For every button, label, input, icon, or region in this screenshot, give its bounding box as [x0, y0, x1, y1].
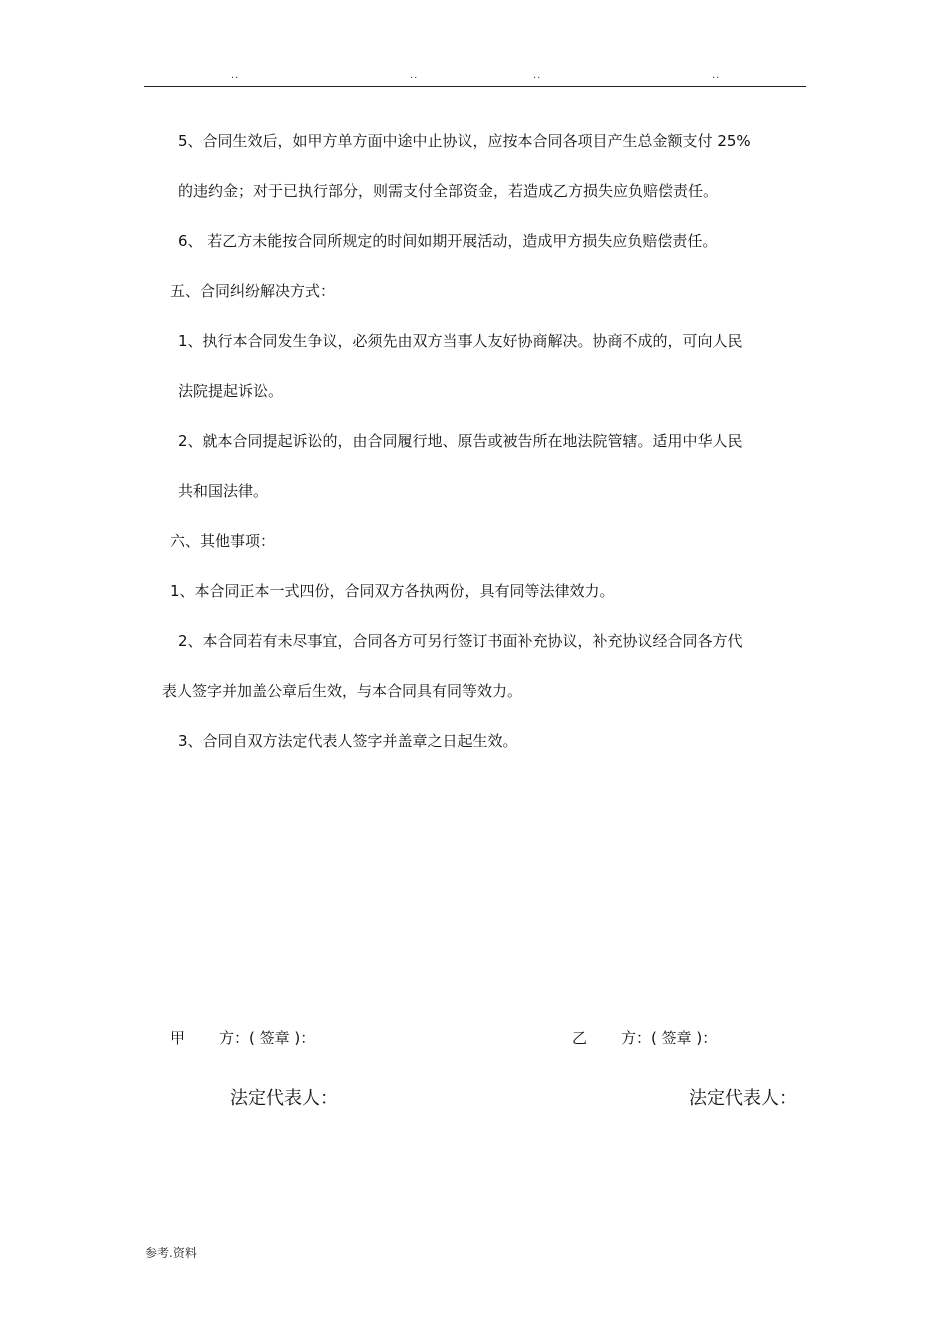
clause-6-1: 1、本合同正本一式四份，合同双方各执两份，具有同等法律效力。 [170, 582, 615, 600]
clause-5-2-line-1: 2、就本合同提起诉讼的，由合同履行地、原告或被告所在地法院管辖。适用中华人民 [178, 432, 743, 450]
header-mark: .. [410, 70, 419, 81]
clause-4-6: 6、 若乙方未能按合同所规定的时间如期开展活动，造成甲方损失应负赔偿责任。 [178, 232, 718, 250]
clause-4-5-line-2: 的违约金；对于已执行部分，则需支付全部资金，若造成乙方损失应负赔偿责任。 [178, 182, 719, 200]
party-b-seal-label: 方：( 签章 )： [621, 1029, 718, 1047]
section-6-heading: 六、其他事项： [170, 532, 276, 550]
party-b-label: 乙 [572, 1029, 588, 1047]
clause-5-1-line-2: 法院提起诉讼。 [178, 382, 284, 400]
party-b-representative: 法定代表人： [689, 1088, 797, 1109]
header-mark: .. [712, 70, 721, 81]
footer-note: 参考.资料 [145, 1246, 197, 1260]
clause-6-2-line-2: 表人签字并加盖公章后生效，与本合同具有同等效力。 [162, 682, 523, 700]
clause-5-2-line-2: 共和国法律。 [178, 482, 269, 500]
section-5-heading: 五、合同纠纷解决方式： [170, 282, 336, 300]
clause-4-5-line-1: 5、合同生效后，如甲方单方面中途中止协议，应按本合同各项目产生总金额支付 25% [178, 132, 751, 150]
clause-6-2-line-1: 2、本合同若有未尽事宜，合同各方可另行签订书面补充协议，补充协议经合同各方代 [178, 632, 743, 650]
header-rule [144, 86, 806, 87]
party-a-seal-label: 方：( 签章 )： [219, 1029, 316, 1047]
party-a-label: 甲 [170, 1029, 186, 1047]
header-mark: .. [533, 70, 542, 81]
header-mark: .. [231, 70, 240, 81]
clause-5-1-line-1: 1、执行本合同发生争议，必须先由双方当事人友好协商解决。协商不成的，可向人民 [178, 332, 743, 350]
clause-6-3: 3、合同自双方法定代表人签字并盖章之日起生效。 [178, 732, 518, 750]
party-a-representative: 法定代表人： [230, 1088, 338, 1109]
